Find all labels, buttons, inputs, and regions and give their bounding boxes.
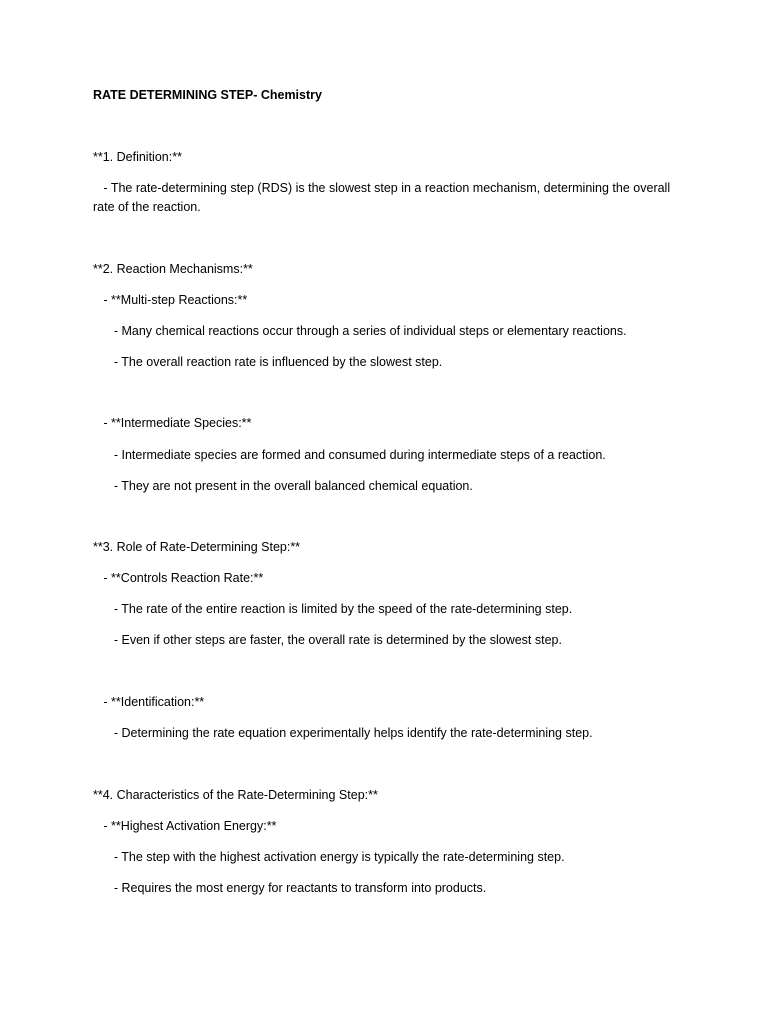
section-heading-characteristics: **4. Characteristics of the Rate-Determining Step:** [93,788,378,802]
document-title: RATE DETERMINING STEP- Chemistry [93,88,322,102]
bullet-text: - Many chemical reactions occur through a series of individual steps or elementary reactions. [93,324,627,338]
bullet-text: - Intermediate species are formed and consumed during intermediate steps of a reaction. [93,448,606,462]
bullet-text: - They are not present in the overall balanced chemical equation. [93,479,473,493]
bullet-text: - The rate of the entire reaction is limited by the speed of the rate-determining step. [93,602,573,616]
bullet-text: - The overall reaction rate is influenced by the slowest step. [93,355,443,369]
subheading-identification: - **Identification:** [93,695,205,709]
subheading-controls-reaction-rate: - **Controls Reaction Rate:** [93,571,264,585]
bullet-text: - Requires the most energy for reactants to transform into products. [93,881,487,895]
subheading-intermediate-species: - **Intermediate Species:** [93,416,252,430]
section-heading-role-of-rds: **3. Role of Rate-Determining Step:** [93,540,301,554]
bullet-text: - Determining the rate equation experimentally helps identify the rate-determining step. [93,726,593,740]
subheading-multi-step-reactions: - **Multi-step Reactions:** [93,293,248,307]
section-heading-definition: **1. Definition:** [93,150,182,164]
bullet-text: - Even if other steps are faster, the overall rate is determined by the slowest step. [93,633,562,647]
definition-text: - The rate-determining step (RDS) is the slowest step in a reaction mechanism, determining the overall rate of the reaction. [93,181,674,214]
subheading-highest-activation-energy: - **Highest Activation Energy:** [93,819,277,833]
bullet-text: - The step with the highest activation energy is typically the rate-determining step. [93,850,565,864]
section-heading-reaction-mechanisms: **2. Reaction Mechanisms:** [93,262,253,276]
